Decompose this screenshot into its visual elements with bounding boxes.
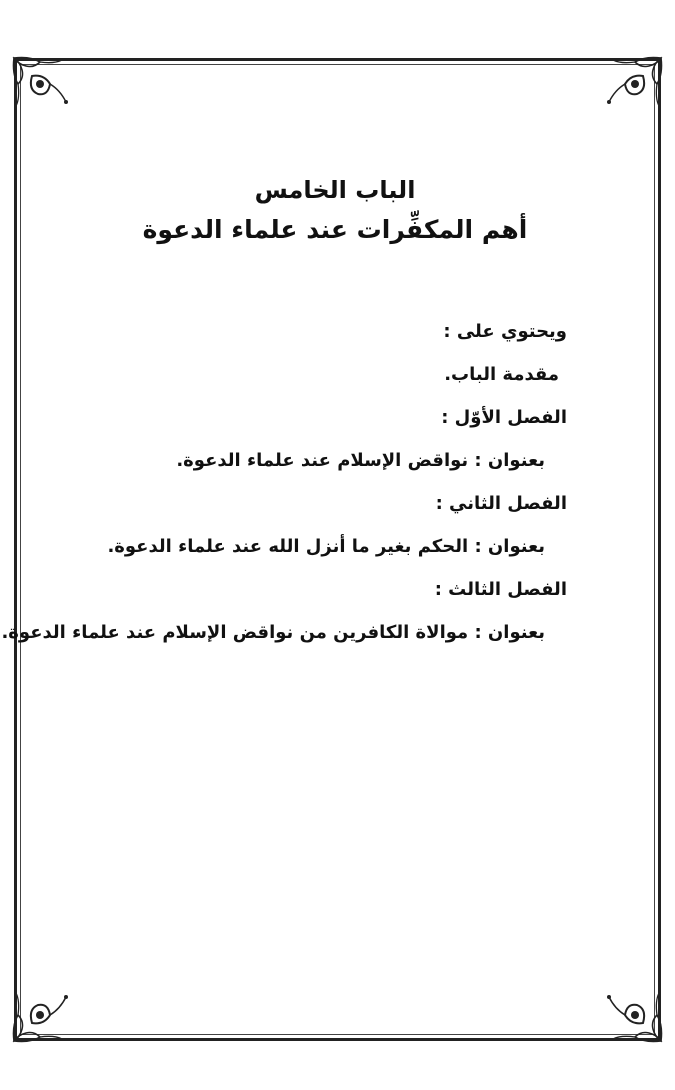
- chapter-2-label: الفصل الثاني :: [435, 493, 567, 514]
- contents-list: [1, 310, 567, 654]
- chapter-1-subject: بعنوان : نواقض الإسلام عند علماء الدعوة.: [176, 450, 545, 471]
- chapter-3-subject: بعنوان : موالاة الكافرين من نواقض الإسلام عند علماء الدعوة.: [1, 622, 545, 643]
- corner-flourish-icon: [10, 981, 74, 1045]
- part-subtitle: أهم المكفِّرات عند علماء الدعوة: [142, 215, 528, 244]
- contents-intro: ويحتوي على :: [443, 321, 567, 342]
- chapter-3-label: الفصل الثالث :: [434, 579, 567, 600]
- chapter-2-subject: بعنوان : الحكم بغير ما أنزل الله عند علماء الدعوة.: [107, 536, 545, 557]
- chapter-1-label: الفصل الأوّل :: [441, 407, 567, 428]
- corner-flourish-icon: [601, 981, 665, 1045]
- contents-item-introduction: مقدمة الباب.: [444, 364, 559, 385]
- chapter-heading: [40, 170, 630, 250]
- corner-flourish-icon: [601, 54, 665, 118]
- part-title: الباب الخامس: [254, 176, 416, 204]
- corner-flourish-icon: [10, 54, 74, 118]
